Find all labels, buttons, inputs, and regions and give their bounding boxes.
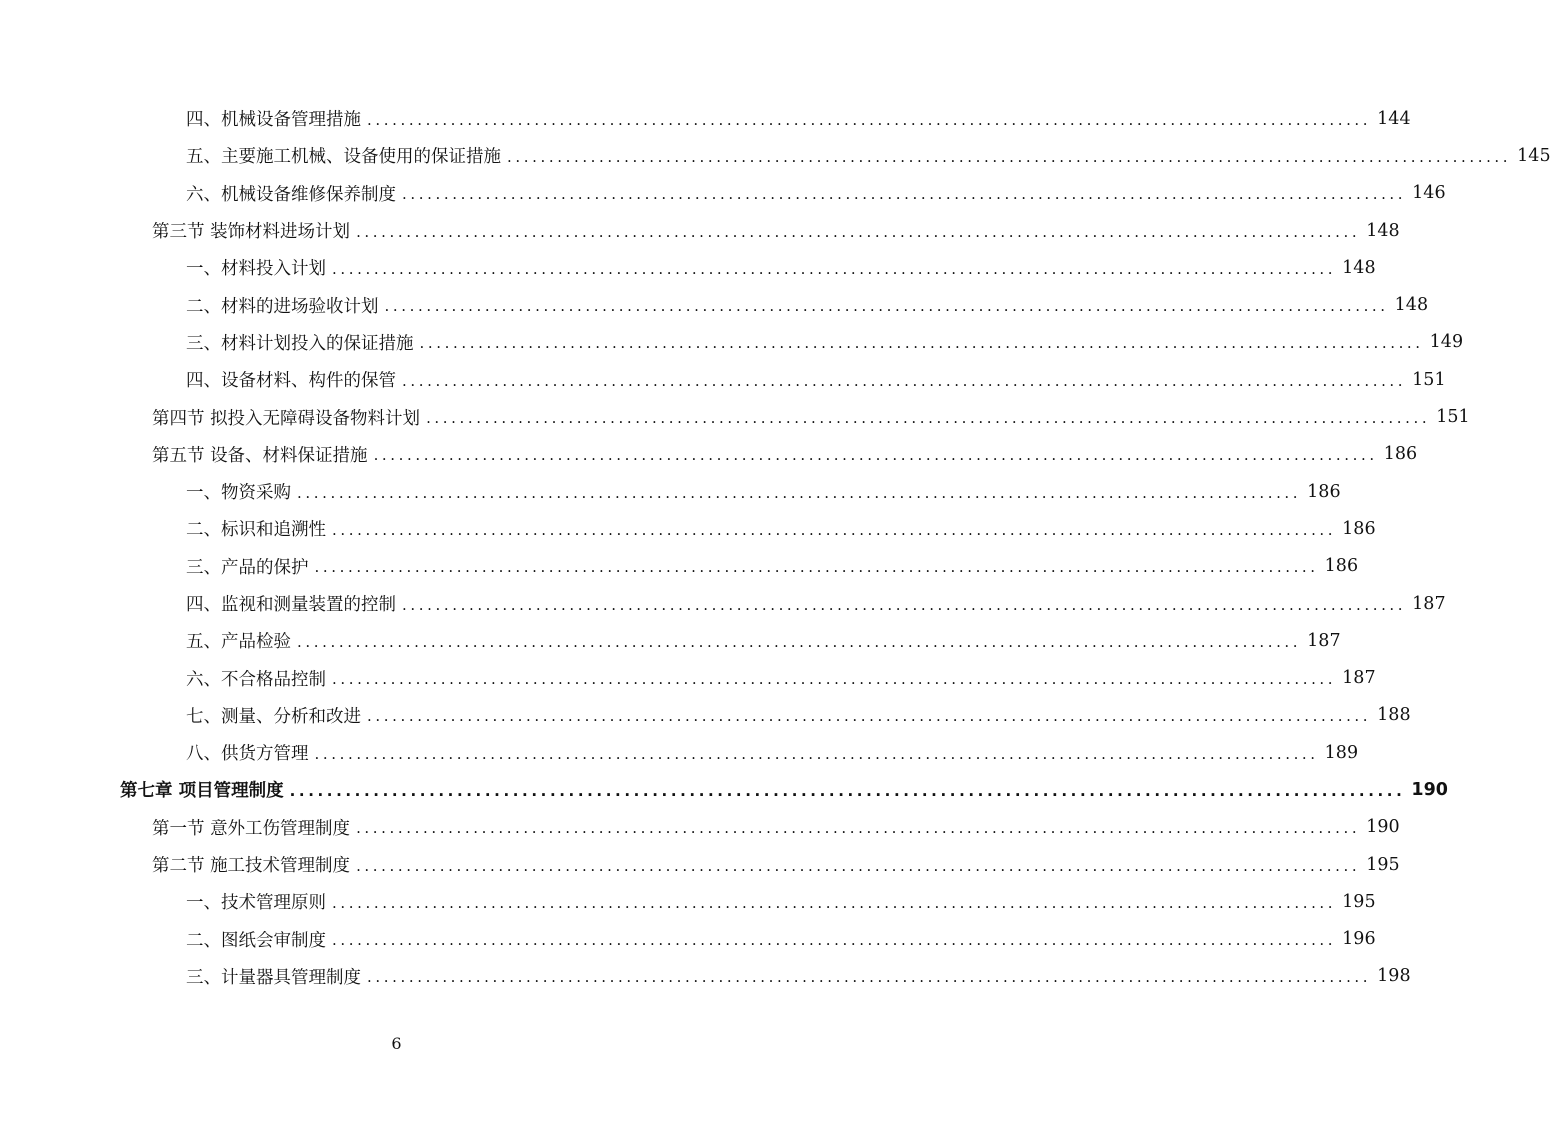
toc-entry-page: 187 <box>1412 593 1446 614</box>
toc-entry-page: 146 <box>1412 183 1446 204</box>
toc-entry-page: 186 <box>1307 481 1341 502</box>
toc-entry[interactable] <box>0 473 1341 510</box>
toc-entry[interactable] <box>0 436 1418 473</box>
table-of-contents <box>0 100 1551 995</box>
toc-entry-title: 二、图纸会审制度 <box>186 930 326 951</box>
toc-entry-title: 一、物资采购 <box>186 483 291 504</box>
dot-leader: ........................................................................................................................ <box>332 520 1337 539</box>
toc-entry-page: 198 <box>1377 966 1411 987</box>
toc-entry-title: 二、材料的进场验收计划 <box>186 296 379 317</box>
toc-entry-page: 195 <box>1342 891 1376 912</box>
toc-entry-page: 144 <box>1377 108 1411 129</box>
toc-entry-title: 三、材料计划投入的保证措施 <box>186 333 414 354</box>
toc-entry[interactable] <box>0 883 1376 920</box>
toc-entry[interactable] <box>0 175 1446 212</box>
dot-leader: ........................................................................................................................ <box>356 819 1361 838</box>
toc-entry-title: 第四节 拟投入无障碍设备物料计划 <box>152 408 421 429</box>
toc-entry-title: 六、机械设备维修保养制度 <box>186 184 396 205</box>
dot-leader: ........................................................................................................................ <box>367 707 1372 726</box>
toc-entry-title: 三、产品的保护 <box>186 557 309 578</box>
dot-leader: ........................................................................................................................ <box>332 670 1337 689</box>
toc-entry-title: 四、设备材料、构件的保管 <box>186 371 396 392</box>
toc-entry-title: 第二节 施工技术管理制度 <box>152 856 351 877</box>
dot-leader: ........................................................................................................................ <box>332 259 1337 278</box>
toc-entry[interactable] <box>0 734 1359 771</box>
toc-entry-page: 148 <box>1394 295 1429 316</box>
toc-entry[interactable] <box>0 249 1376 286</box>
toc-entry[interactable] <box>0 100 1411 137</box>
toc-entry-title: 七、测量、分析和改进 <box>186 706 361 727</box>
dot-leader: ........................................................................................................................ <box>419 334 1424 353</box>
dot-leader: ........................................................................................................................ <box>384 297 1389 316</box>
dot-leader: ........................................................................................................................ <box>402 185 1407 204</box>
toc-entry[interactable] <box>0 212 1400 249</box>
toc-entry-page: 196 <box>1342 929 1376 950</box>
toc-entry[interactable] <box>0 958 1411 995</box>
toc-entry[interactable] <box>0 659 1376 696</box>
dot-leader: ........................................................................................................................ <box>332 931 1337 950</box>
toc-entry[interactable] <box>0 286 1429 323</box>
toc-entry-page: 195 <box>1366 854 1400 875</box>
toc-entry-page: 145 <box>1517 145 1551 166</box>
toc-entry-page: 151 <box>1436 407 1470 428</box>
toc-entry-title: 一、材料投入计划 <box>186 259 326 280</box>
toc-entry-title: 一、技术管理原则 <box>186 893 326 914</box>
toc-entry-title: 六、不合格品控制 <box>186 669 326 690</box>
toc-entry-page: 187 <box>1342 668 1376 689</box>
dot-leader: ........................................................................................................................ <box>402 595 1407 614</box>
dot-leader: ........................................................................................................................ <box>367 968 1372 987</box>
toc-entry-title: 五、产品检验 <box>186 632 291 653</box>
dot-leader: ........................................................................................................................ <box>314 558 1319 577</box>
page-number: 6 <box>391 1034 402 1053</box>
toc-entry-title: 第五节 设备、材料保证措施 <box>152 445 368 466</box>
dot-leader: ........................................................................................................................ <box>314 744 1319 763</box>
toc-entry-page: 148 <box>1342 257 1376 278</box>
dot-leader: ........................................................................................................................ <box>373 446 1378 465</box>
dot-leader: ........................................................................................................................ <box>332 893 1337 912</box>
dot-leader: ........................................................................................................................ <box>426 409 1431 428</box>
toc-entry-page: 151 <box>1412 369 1446 390</box>
dot-leader: ........................................................................................................................ <box>289 781 1406 800</box>
dot-leader: ........................................................................................................................ <box>356 856 1361 875</box>
toc-entry-page: 186 <box>1324 556 1359 577</box>
toc-entry[interactable] <box>0 398 1470 435</box>
toc-entry-page: 186 <box>1383 444 1418 465</box>
dot-leader: ........................................................................................................................ <box>297 483 1302 502</box>
toc-entry[interactable] <box>0 548 1359 585</box>
toc-entry-page: 189 <box>1324 742 1359 763</box>
toc-entry[interactable] <box>0 510 1376 547</box>
toc-entry-title: 第三节 装饰材料进场计划 <box>152 222 351 243</box>
toc-entry[interactable] <box>0 324 1464 361</box>
toc-entry-page: 148 <box>1366 220 1400 241</box>
toc-entry[interactable] <box>0 361 1446 398</box>
toc-entry[interactable] <box>0 137 1551 174</box>
toc-entry-title: 四、监视和测量装置的控制 <box>186 595 396 615</box>
toc-chapter-entry[interactable] <box>0 771 1448 808</box>
toc-entry-title: 二、标识和追溯性 <box>186 520 326 541</box>
toc-entry[interactable] <box>0 921 1376 958</box>
toc-entry[interactable] <box>0 846 1400 883</box>
toc-entry-page: 149 <box>1429 332 1464 353</box>
toc-entry-page: 186 <box>1342 518 1376 539</box>
dot-leader: ........................................................................................................................ <box>367 110 1372 129</box>
toc-entry-page: 190 <box>1366 817 1400 838</box>
toc-entry-page: 188 <box>1377 705 1411 726</box>
dot-leader: ........................................................................................................................ <box>507 147 1512 166</box>
toc-entry-title: 五、主要施工机械、设备使用的保证措施 <box>186 147 501 168</box>
toc-entry-page: 190 <box>1411 779 1448 800</box>
dot-leader: ........................................................................................................................ <box>297 632 1302 651</box>
dot-leader: ........................................................................................................................ <box>402 371 1407 390</box>
dot-leader: ........................................................................................................................ <box>356 222 1361 241</box>
toc-entry[interactable] <box>0 697 1411 734</box>
toc-entry-title: 三、计量器具管理制度 <box>186 967 361 988</box>
toc-entry-page: 187 <box>1307 630 1341 651</box>
toc-entry[interactable] <box>0 622 1341 659</box>
toc-entry-title: 第七章 项目管理制度 <box>120 781 284 802</box>
toc-entry[interactable] <box>0 809 1400 846</box>
toc-entry-title: 第一节 意外工伤管理制度 <box>152 818 351 839</box>
toc-entry-title: 四、机械设备管理措施 <box>186 110 361 131</box>
toc-entry[interactable] <box>0 585 1446 622</box>
toc-entry-title: 八、供货方管理 <box>186 744 309 765</box>
